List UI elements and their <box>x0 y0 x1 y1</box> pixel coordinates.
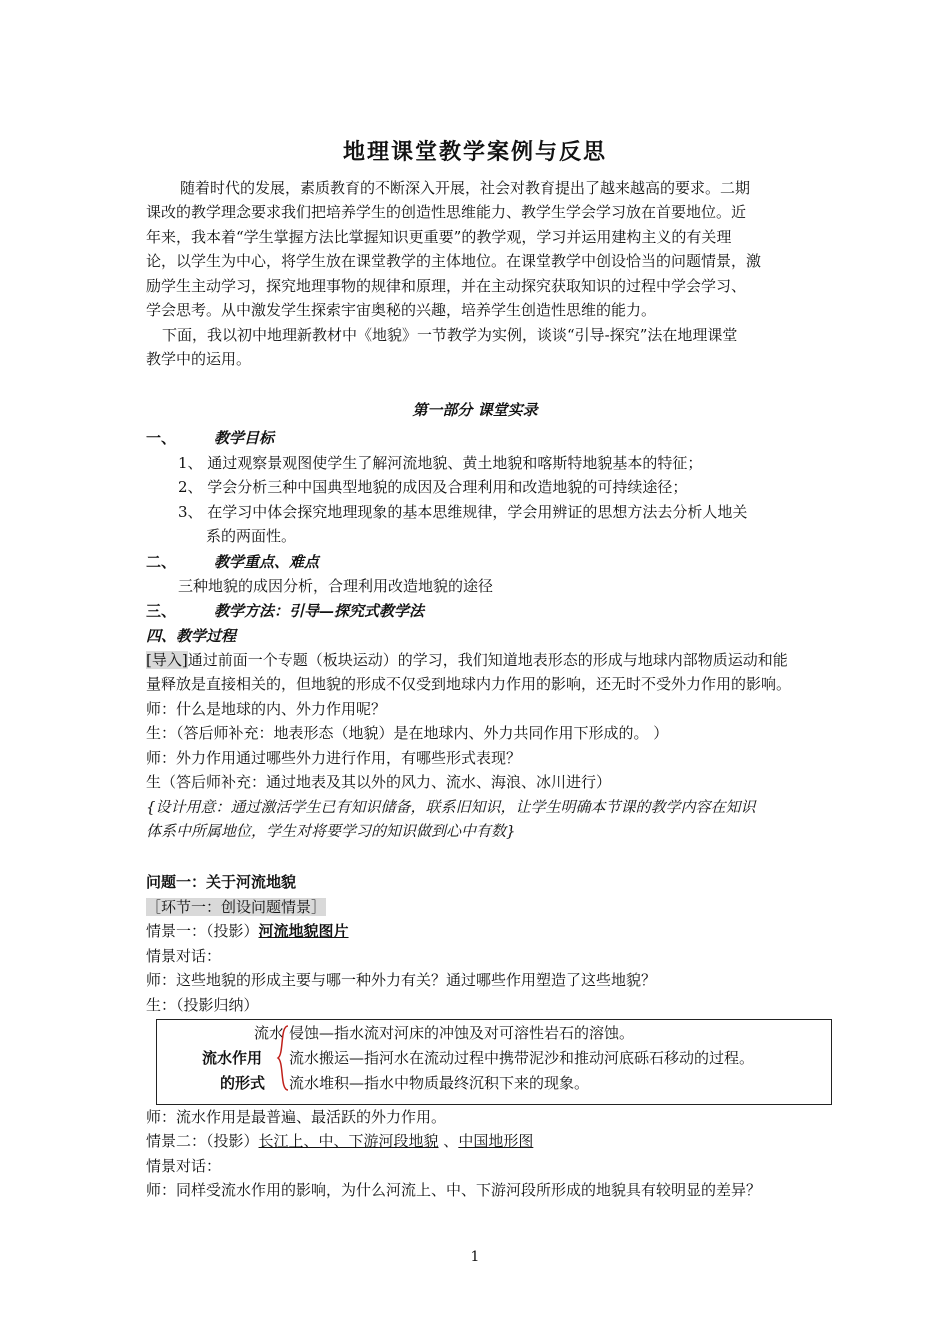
box-label-line-1: 流水 <box>254 1024 285 1042</box>
china-terrain-map-link[interactable]: 中国地形图 <box>458 1132 534 1150</box>
box-item-erosion: 侵蚀—指水流对河床的冲蚀及对可溶性岩石的溶蚀。 <box>289 1024 635 1042</box>
intro-paragraph-line-1: [导入]通过前面一个专题（板块运动）的学习，我们知道地表形态的形成与地球内部物质运动和能 <box>146 651 788 669</box>
scene-dialog-label-1: 情景对话： <box>146 947 222 965</box>
box-label-line-3: 的形式 <box>220 1074 266 1092</box>
section-2-title: 教学重点、难点 <box>214 553 320 571</box>
section-2-number: 二、 <box>146 553 177 571</box>
intro-line-8: 教学中的运用。 <box>146 350 252 368</box>
section-1-title: 教学目标 <box>214 429 275 447</box>
box-label-line-2: 流水作用 <box>202 1049 263 1067</box>
teacher-question-2: 师：同样受流水作用的影响，为什么河流上、中、下游河段所形成的地貌具有较明显的差异？ <box>146 1181 762 1199</box>
goal-3: 3、 在学习中体会探究地理现象的基本思维规律，学会用辨证的思想方法去分析人地关 <box>178 503 748 521</box>
goal-1: 1、 通过观察景观图使学生了解河流地貌、黄土地貌和喀斯特地貌基本的特征； <box>178 454 703 472</box>
teacher-question-1: 师：这些地貌的形成主要与哪一种外力有关？通过哪些作用塑造了这些地貌？ <box>146 971 657 989</box>
dialog-line-2: 生：（答后师补充：地表形态（地貌）是在地球内、外力共同作用下形成的。 ） <box>146 724 669 742</box>
scene-1-line: 情景一：（投影）河流地貌图片 <box>146 922 349 940</box>
brace-icon <box>276 1024 290 1092</box>
doc-title: 地理课堂教学案例与反思 <box>342 139 607 165</box>
section-3-title: 教学方法：引导—探究式教学法 <box>214 602 425 620</box>
teacher-statement: 师：流水作用是最普遍、最活跃的外力作用。 <box>146 1108 447 1126</box>
box-item-deposition: 流水堆积—指水中物质最终沉积下来的现象。 <box>289 1074 590 1092</box>
intro-tag: [导入] <box>146 651 188 669</box>
dialog-line-3: 师：外力作用通过哪些外力进行作用，有哪些形式表现？ <box>146 749 522 767</box>
box-item-transport: 流水搬运—指河水在流动过程中携带泥沙和推动河底砾石移动的过程。 <box>289 1049 755 1067</box>
intro-line-2: 课改的教学理念要求我们把培养学生的创造性思维能力、教学生学会学习放在首要地位。近 <box>146 203 747 221</box>
page-number: 1 <box>470 1249 480 1265</box>
intro-line-4: 论，以学生为中心，将学生放在课堂教学的主体地位。在课堂教学中创设恰当的问题情景，激 <box>146 252 762 270</box>
river-landform-pictures-link[interactable]: 河流地貌图片 <box>258 922 349 940</box>
dialog-line-4: 生（答后师补充：通过地表及其以外的风力、流水、海浪、冰川进行） <box>146 773 612 791</box>
design-note-line-1: {设计用意：通过激活学生已有知识储备，联系旧知识，让学生明确本节课的教学内容在知识 <box>146 798 756 816</box>
question-1-heading: 问题一：关于河流地貌 <box>146 873 297 891</box>
intro-paragraph-line-2: 量释放是直接相关的，但地貌的形成不仅受到地球内力作用的影响，还无时不受外力作用的影响。 <box>146 675 792 693</box>
student-answer-1: 生：（投影归纳） <box>146 996 259 1014</box>
yangtze-sections-link[interactable]: 长江上、中、下游河段地貌 <box>258 1132 439 1150</box>
section-1-number: 一、 <box>146 429 177 447</box>
intro-line-6: 学会思考。从中激发学生探索宇宙奥秘的兴趣，培养学生创造性思维的能力。 <box>146 301 657 319</box>
design-note-line-2: 体系中所属地位，学生对将要学习的知识做到心中有数} <box>146 822 516 840</box>
step-1-label: ［环节一：创设问题情景］ <box>146 898 327 916</box>
scene-2-line: 情景二：（投影）长江上、中、下游河段地貌 、中国地形图 <box>146 1132 534 1150</box>
intro-line-3: 年来，我本着“学生掌握方法比掌握知识更重要”的教学观，学习并运用建构主义的有关理 <box>146 228 732 246</box>
intro-line-7: 下面，我以初中地理新教材中《地貌》一节教学为实例，谈谈“引导-探究”法在地理课堂 <box>162 326 738 344</box>
section-3-number: 三、 <box>146 602 177 620</box>
goal-3-continued: 系的两面性。 <box>206 527 297 545</box>
key-points-text: 三种地貌的成因分析，合理利用改造地貌的途径 <box>178 577 494 595</box>
scene-dialog-label-2: 情景对话： <box>146 1157 222 1175</box>
dialog-line-1: 师：什么是地球的内、外力作用呢？ <box>146 700 387 718</box>
goal-2: 2、 学会分析三种中国典型地貌的成因及合理利用和改造地貌的可持续途径； <box>178 478 688 496</box>
part-one-heading: 第一部分 课堂实录 <box>412 401 538 419</box>
section-4-title: 四、教学过程 <box>146 627 237 645</box>
intro-line-5: 励学生主动学习，探究地理事物的规律和原理，并在主动探究获取知识的过程中学会学习、 <box>146 277 747 295</box>
intro-line-1: 随着时代的发展，素质教育的不断深入开展，社会对教育提出了越来越高的要求。二期 <box>180 179 751 197</box>
